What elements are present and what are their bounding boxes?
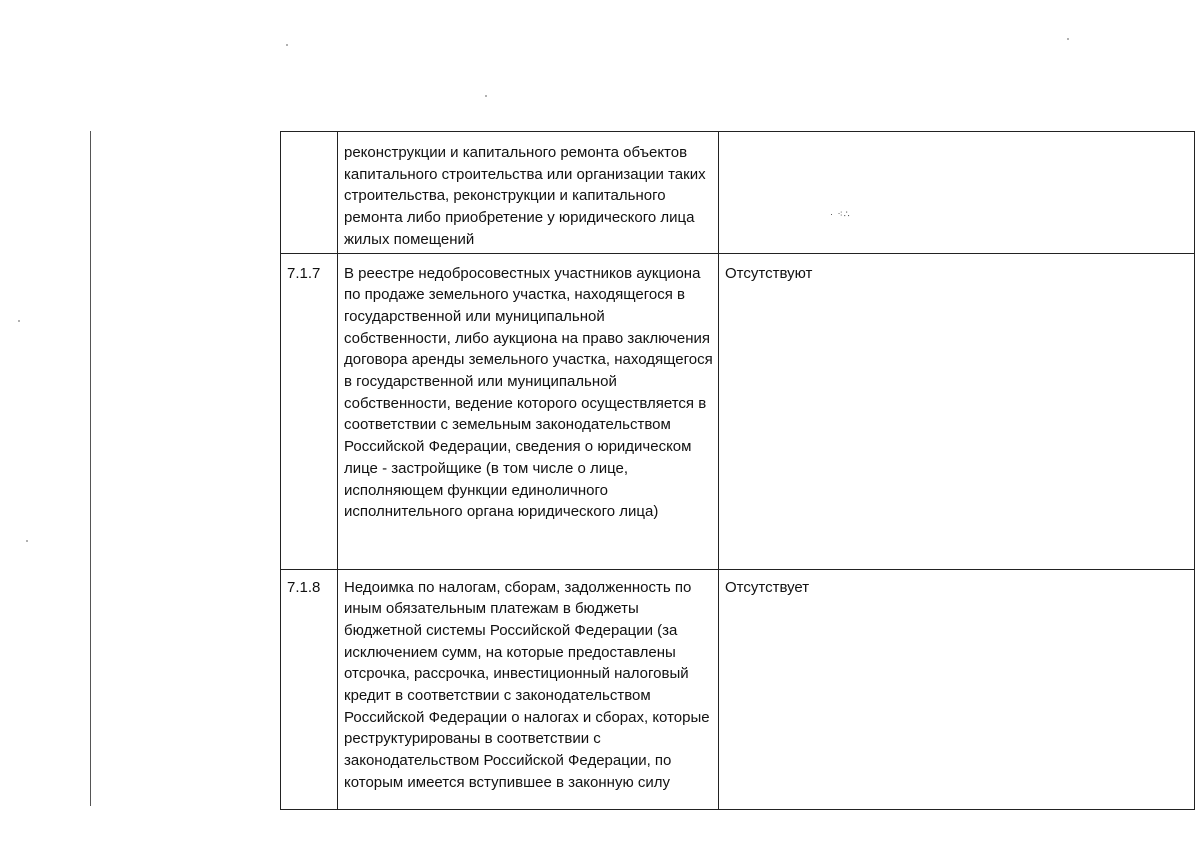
table-row — [281, 132, 1195, 254]
scan-dust — [18, 320, 20, 322]
binding-margin-line — [90, 131, 91, 806]
item-description-cell: реконструкции и капитального ремонта объектов капитального строительства или организации таких строительства, реконструкции и капитального ремонта либо приобретение у юридического лица жилых помещений — [338, 132, 719, 254]
item-description-cell: В реестре недобросовестных участников аукциона по продаже земельного участка, находящегося в государственной или муниципальной собственности, либо аукциона на право заключения договора аренды земельного участка, находящегося в государственной или муниципальной собственности, ведение которого осуществляется в соответствии с земельным законодательством Российской Федерации, сведения о юридическом лице - застройщике (в том числе о лице, исполняющем функции единоличного исполнительного органа юридического лица) — [338, 253, 719, 569]
item-number-cell — [281, 132, 338, 254]
item-value-cell: Отсутствует — [719, 569, 1195, 809]
item-description-cell: Недоимка по налогам, сборам, задолженность по иным обязательным платежам в бюджеты бюджетной системы Российской Федерации (за исключением сумм, на которые предоставлены отсрочка, рассрочка, инвестиционный налоговый кредит в соответствии с законодательством Российской Федерации о налогах и сборах, которые реструктурированы в соответствии с законодательством Российской Федерации, по которым имеется вступившее в законную силу — [338, 569, 719, 809]
scan-dust — [485, 95, 487, 97]
scan-dust — [1067, 38, 1069, 40]
item-value-cell — [719, 132, 1195, 254]
item-value-cell: Отсутствуют — [719, 253, 1195, 569]
item-number-cell: 7.1.8 — [281, 569, 338, 809]
table-row — [281, 569, 1195, 809]
disclosure-table — [280, 131, 1195, 810]
scan-artifact: · ⁖∴ — [830, 209, 851, 219]
scan-dust — [26, 540, 28, 542]
scan-dust — [286, 44, 288, 46]
item-number-cell: 7.1.7 — [281, 253, 338, 569]
table-row — [281, 253, 1195, 569]
